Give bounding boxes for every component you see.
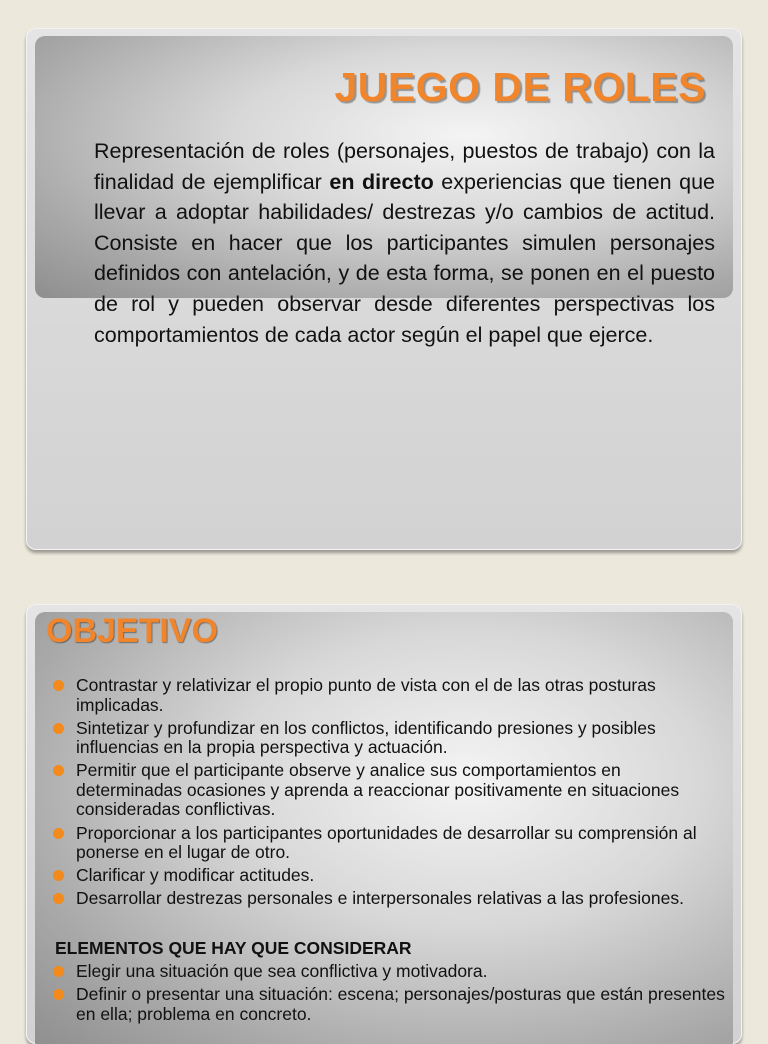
elements-list: [48, 962, 728, 1028]
bullet-icon: [53, 893, 64, 904]
list-item: [48, 985, 728, 1024]
list-item: [48, 824, 728, 863]
list-item-text: Sintetizar y profundizar en los conflictos, identificando presiones y posibles influencias en la propia perspectiva y actuación.: [76, 717, 656, 758]
list-item-text: Definir o presentar una situación: escena; personajes/posturas que están presentes en ella; problema en concreto.: [76, 984, 725, 1024]
list-item: [48, 761, 728, 820]
objective-title: OBJETIVO: [46, 612, 218, 650]
slide-objetivo: [26, 604, 742, 1044]
description-text-start: Representación de roles (personajes, puestos de trabajo) con la finalidad de ejemplificar: [94, 139, 715, 194]
list-item-text: Proporcionar a los participantes oportunidades de desarrollar su comprensión al ponerse en el lugar de otro.: [76, 822, 697, 863]
elements-heading: ELEMENTOS QUE HAY QUE CONSIDERAR: [55, 938, 412, 958]
list-item: [48, 866, 728, 886]
description-bold-text: en directo: [329, 169, 434, 194]
list-item-text: Clarificar y modificar actitudes.: [76, 865, 315, 886]
bullet-icon: [53, 765, 64, 776]
list-item-text: Elegir una situación que sea conflictiva y motivadora.: [76, 961, 488, 981]
bullet-icon: [53, 828, 64, 839]
bullet-icon: [53, 966, 64, 977]
objectives-list: [48, 676, 728, 913]
bullet-icon: [53, 989, 64, 1000]
list-item: [48, 719, 728, 758]
list-item-text: Desarrollar destrezas personales e interpersonales relativas a las profesiones.: [76, 888, 684, 909]
bullet-icon: [53, 680, 64, 691]
slide-description: [94, 136, 715, 350]
list-item-text: Permitir que el participante observe y analice sus comportamientos en determinadas ocasiones y aprenda a reaccionar positivamente en situaciones consideradas conflictivas.: [76, 760, 680, 820]
bullet-icon: [53, 870, 64, 881]
list-item: [48, 676, 728, 715]
list-item: [48, 962, 728, 982]
description-text-end: experiencias que tienen que llevar a adoptar habilidades/ destrezas y/o cambios de actitud. Consiste en hacer que los participantes simulen personajes definidos con antelación, y de esta forma, se ponen en el puesto de rol y pueden observar desde diferentes perspectivas los comportamientos de cada actor según el papel que ejerce.: [94, 169, 715, 347]
list-item: [48, 889, 728, 909]
bullet-icon: [53, 723, 64, 734]
list-item-text: Contrastar y relativizar el propio punto de vista con el de las otras posturas implicadas.: [76, 675, 656, 715]
slide-title: JUEGO DE ROLES: [334, 64, 706, 110]
slide-juego-de-roles: [26, 28, 742, 550]
